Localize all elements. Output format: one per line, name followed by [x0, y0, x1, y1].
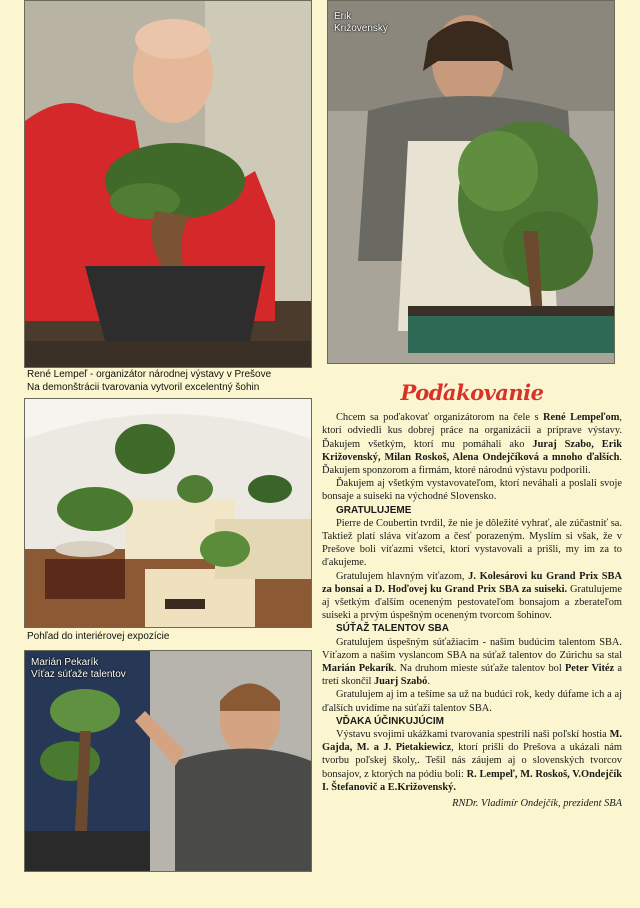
- talents1-part0: Gratulujem úspešným súťažiacim - našim budúcim talentom SBA. Víťazom a našim vyslancom SBA na súťaž talentov do Zúrichu sa stal: [322, 636, 622, 661]
- article-intro-paragraph-1: [322, 411, 622, 477]
- article-podakovanie: [322, 378, 622, 810]
- photo-rene-caption-line1: René Lempeľ - organizátor národnej výstavy v Prešove: [27, 369, 272, 380]
- intro1-part2: , ktorí odviedli kus dobrej práce na organizácii a príprave výstavy. Ďakujem všetkým, ktorí mu pomáhali ako: [322, 412, 622, 450]
- photo-marian-label-line2: Víťaz súťaže talentov: [31, 669, 126, 680]
- congrats-paragraph-1: Pierre de Coubertin tvrdil, že nie je dôležité vyhrať, ale zúčastniť sa. Taktiež platí sláva víťazom a česť porazeným. Myslím si však, že v Prešove boli víťazmi všetci, ktorí vystavovali a prišli, my im za to ďakujeme.: [322, 517, 622, 569]
- photo-rene-lempel: [24, 0, 312, 368]
- thanks1-part3: R. Lempeľ, M. Roskoš, V.Ondejčík I. Štefanovič a E.Križovenský.: [322, 768, 623, 793]
- photo-interior-image: [25, 399, 311, 627]
- talents-paragraph-1: [322, 636, 622, 689]
- talents1-part5: Juarj Szabó: [373, 676, 428, 688]
- congrats2-part1: J. Kolesárovi ku Grand Prix SBA za bonsai a D. Hoďovej ku Grand Prix SBA za suiseki.: [322, 570, 622, 595]
- talents1-part6: .: [427, 676, 430, 688]
- intro1-part4: . Ďakujem sponzorom a firmám, ktoré národnú výstavu podporili.: [322, 451, 622, 477]
- photo-marian-label-line1: Marián Pekarík: [31, 657, 99, 668]
- heading-sutaz-talentov: SÚŤAŽ TALENTOV SBA: [336, 623, 449, 635]
- photo-erik-label-line1: Erik: [334, 11, 352, 22]
- photo-interior-caption: Pohľad do interiérovej expozície: [27, 631, 170, 642]
- intro1-part0: Chcem sa poďakovať organizátorom na čele s: [336, 412, 544, 424]
- photo-interior-exhibition: [24, 398, 312, 628]
- talents-paragraph-2: Gratulujem aj im a tešíme sa už na budúci rok, kedy dúfame ich a aj ďalších uvidíme na súťaži talentov SBA.: [322, 689, 622, 714]
- article-intro-paragraph-2: Ďakujem aj všetkým vystavovateľom, ktorí neváhali a poslali svoje bonsaje a suiseki na východné Slovensko.: [322, 478, 622, 503]
- congrats-paragraph-2: [322, 570, 622, 623]
- thanks1-part1: M. Gajda, M. a J. Pietakiewicz: [322, 729, 622, 754]
- photo-marian-pekarik: [24, 650, 312, 872]
- photo-marian-label: [31, 657, 126, 681]
- congrats2-part0: Gratulujem hlavným víťazom,: [336, 570, 469, 582]
- photo-rene-caption: [27, 368, 271, 394]
- photo-rene-caption-line2: Na demonštrácii tvarovania vytvoril excelentný šohin: [27, 382, 260, 393]
- photo-rene-lempel-image: [25, 1, 311, 367]
- thanks-paragraph-1: [322, 728, 622, 794]
- intro1-part3: Juraj Szabo, Erik Križovenský, Milan Roskoš, Alena Ondejčíková a mnoho ďalších: [322, 438, 622, 463]
- talents1-part2: . Na druhom mieste súťaže talentov bol: [393, 663, 565, 675]
- photo-erik-krizovensky: [327, 0, 615, 364]
- talents1-part1: Marián Pekarík: [322, 663, 394, 675]
- photo-marian-image: [25, 651, 311, 871]
- photo-erik-krizovensky-image: [328, 1, 614, 363]
- heading-gratulujeme: GRATULUJEME: [336, 504, 412, 516]
- talents1-part4: a tretí skončil: [322, 663, 622, 688]
- congrats2-part2: Gratulujeme aj všetkým ďalším oceneným pestovateľom bonsajom a zberateľom suiseki a prvým úspešným oceneným tvorcom šohinov.: [322, 583, 622, 622]
- thanks1-part2: , ktorí prišli do Prešova a ukázali nám tvorbu poľskej školy,. Tešil nás záujem aj o slovenských tvorcov bonsajov, z ktorých na pódiu boli:: [322, 742, 622, 780]
- photo-erik-label: [334, 11, 388, 35]
- talents1-part3: Peter Vitéz: [564, 663, 615, 675]
- article-signature: RNDr. Vladimír Ondejčík, prezident SBA: [452, 798, 622, 810]
- intro1-part1: René Lempeľom: [543, 412, 620, 424]
- heading-vdaka-ucinkujucim: VĎAKA ÚČINKUJÚCIM: [336, 715, 444, 727]
- photo-erik-label-line2: Križovenský: [334, 23, 388, 34]
- article-title: Poďakovanie: [400, 380, 544, 405]
- thanks1-part0: Výstavu svojimi ukážkami tvarovania spestrili naši poľskí hostia: [336, 729, 610, 741]
